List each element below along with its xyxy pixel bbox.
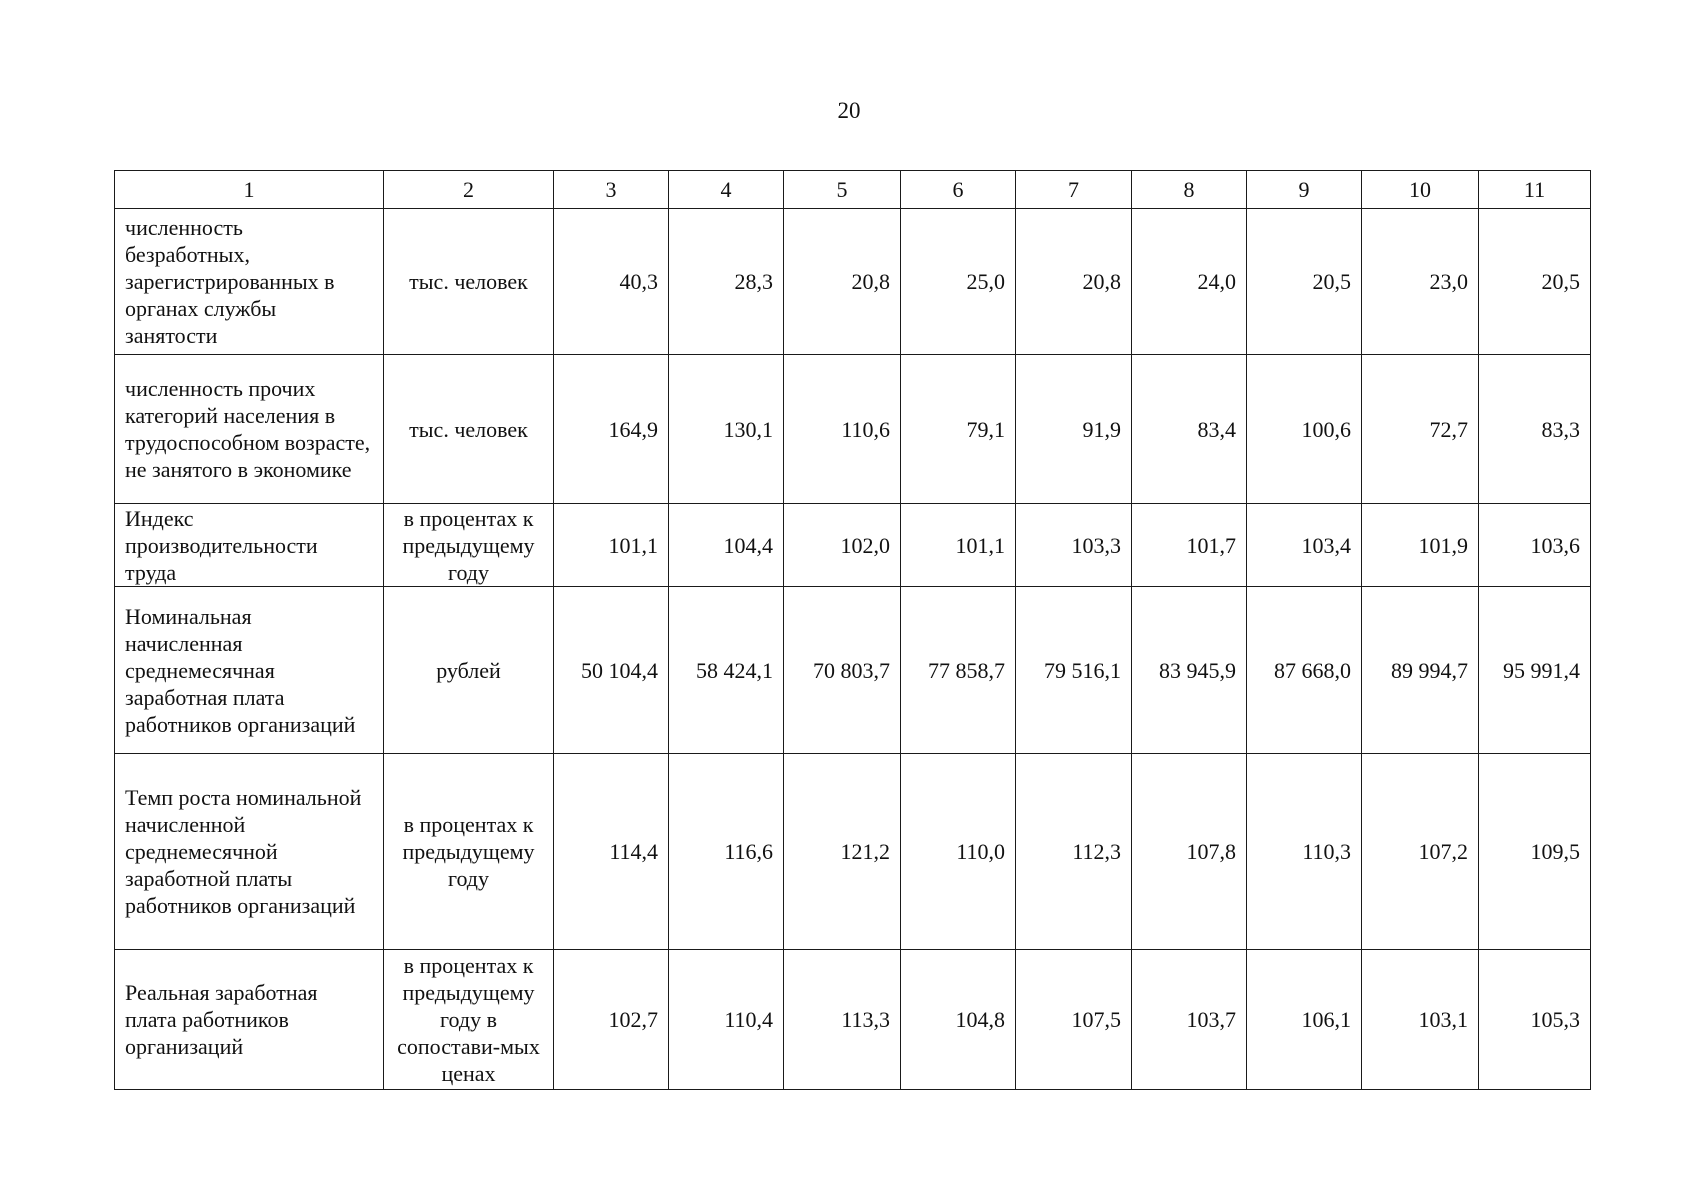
indicator-cell: численность безработных, зарегистрированных в органах службы занятости bbox=[115, 209, 384, 355]
table-row bbox=[115, 355, 1591, 504]
value-cell: 104,4 bbox=[669, 504, 784, 587]
value-cell: 89 994,7 bbox=[1362, 587, 1479, 754]
column-header: 1 bbox=[115, 171, 384, 209]
value-cell: 110,0 bbox=[901, 754, 1016, 950]
value-cell: 101,1 bbox=[901, 504, 1016, 587]
value-cell: 107,8 bbox=[1132, 754, 1247, 950]
value-cell: 110,3 bbox=[1247, 754, 1362, 950]
value-cell: 83,3 bbox=[1479, 355, 1591, 504]
value-cell: 110,4 bbox=[669, 950, 784, 1090]
value-cell: 103,6 bbox=[1479, 504, 1591, 587]
value-cell: 109,5 bbox=[1479, 754, 1591, 950]
value-cell: 106,1 bbox=[1247, 950, 1362, 1090]
value-cell: 28,3 bbox=[669, 209, 784, 355]
column-header: 7 bbox=[1016, 171, 1132, 209]
value-cell: 130,1 bbox=[669, 355, 784, 504]
value-cell: 23,0 bbox=[1362, 209, 1479, 355]
value-cell: 77 858,7 bbox=[901, 587, 1016, 754]
column-header: 9 bbox=[1247, 171, 1362, 209]
unit-cell: рублей bbox=[384, 587, 554, 754]
indicator-cell: Индекс производительности труда bbox=[115, 504, 384, 587]
indicator-cell: численность прочих категорий населения в трудоспособном возрасте, не занятого в экономике bbox=[115, 355, 384, 504]
column-header: 11 bbox=[1479, 171, 1591, 209]
value-cell: 58 424,1 bbox=[669, 587, 784, 754]
statistics-table bbox=[114, 170, 1591, 1090]
value-cell: 110,6 bbox=[784, 355, 901, 504]
value-cell: 20,8 bbox=[1016, 209, 1132, 355]
value-cell: 83 945,9 bbox=[1132, 587, 1247, 754]
value-cell: 113,3 bbox=[784, 950, 901, 1090]
value-cell: 105,3 bbox=[1479, 950, 1591, 1090]
value-cell: 104,8 bbox=[901, 950, 1016, 1090]
column-header: 10 bbox=[1362, 171, 1479, 209]
page-number: 20 bbox=[837, 98, 861, 123]
value-cell: 107,2 bbox=[1362, 754, 1479, 950]
indicator-cell: Темп роста номинальной начисленной среднемесячной заработной платы работников организаций bbox=[115, 754, 384, 950]
value-cell: 79,1 bbox=[901, 355, 1016, 504]
value-cell: 102,7 bbox=[554, 950, 669, 1090]
value-cell: 103,4 bbox=[1247, 504, 1362, 587]
value-cell: 87 668,0 bbox=[1247, 587, 1362, 754]
value-cell: 24,0 bbox=[1132, 209, 1247, 355]
value-cell: 107,5 bbox=[1016, 950, 1132, 1090]
unit-cell: в процентах к предыдущему году bbox=[384, 754, 554, 950]
column-header: 6 bbox=[901, 171, 1016, 209]
value-cell: 100,6 bbox=[1247, 355, 1362, 504]
value-cell: 72,7 bbox=[1362, 355, 1479, 504]
column-header: 3 bbox=[554, 171, 669, 209]
value-cell: 20,8 bbox=[784, 209, 901, 355]
value-cell: 112,3 bbox=[1016, 754, 1132, 950]
value-cell: 101,1 bbox=[554, 504, 669, 587]
value-cell: 50 104,4 bbox=[554, 587, 669, 754]
value-cell: 25,0 bbox=[901, 209, 1016, 355]
table-row bbox=[115, 587, 1591, 754]
column-header: 5 bbox=[784, 171, 901, 209]
table-row bbox=[115, 209, 1591, 355]
value-cell: 70 803,7 bbox=[784, 587, 901, 754]
column-header: 2 bbox=[384, 171, 554, 209]
column-header: 4 bbox=[669, 171, 784, 209]
value-cell: 91,9 bbox=[1016, 355, 1132, 504]
value-cell: 79 516,1 bbox=[1016, 587, 1132, 754]
column-header: 8 bbox=[1132, 171, 1247, 209]
value-cell: 164,9 bbox=[554, 355, 669, 504]
value-cell: 101,7 bbox=[1132, 504, 1247, 587]
unit-cell: тыс. человек bbox=[384, 355, 554, 504]
value-cell: 103,7 bbox=[1132, 950, 1247, 1090]
value-cell: 83,4 bbox=[1132, 355, 1247, 504]
table-row bbox=[115, 504, 1591, 587]
value-cell: 20,5 bbox=[1479, 209, 1591, 355]
unit-cell: в процентах к предыдущему году в сопостави-мых ценах bbox=[384, 950, 554, 1090]
value-cell: 116,6 bbox=[669, 754, 784, 950]
indicator-cell: Реальная заработная плата работников организаций bbox=[115, 950, 384, 1090]
value-cell: 95 991,4 bbox=[1479, 587, 1591, 754]
indicator-cell: Номинальная начисленная среднемесячная заработная плата работников организаций bbox=[115, 587, 384, 754]
value-cell: 40,3 bbox=[554, 209, 669, 355]
value-cell: 102,0 bbox=[784, 504, 901, 587]
value-cell: 103,3 bbox=[1016, 504, 1132, 587]
value-cell: 20,5 bbox=[1247, 209, 1362, 355]
header-row bbox=[115, 171, 1591, 209]
table-row bbox=[115, 950, 1591, 1090]
value-cell: 101,9 bbox=[1362, 504, 1479, 587]
value-cell: 103,1 bbox=[1362, 950, 1479, 1090]
unit-cell: тыс. человек bbox=[384, 209, 554, 355]
unit-cell: в процентах к предыдущему году bbox=[384, 504, 554, 587]
value-cell: 121,2 bbox=[784, 754, 901, 950]
value-cell: 114,4 bbox=[554, 754, 669, 950]
table-row bbox=[115, 754, 1591, 950]
